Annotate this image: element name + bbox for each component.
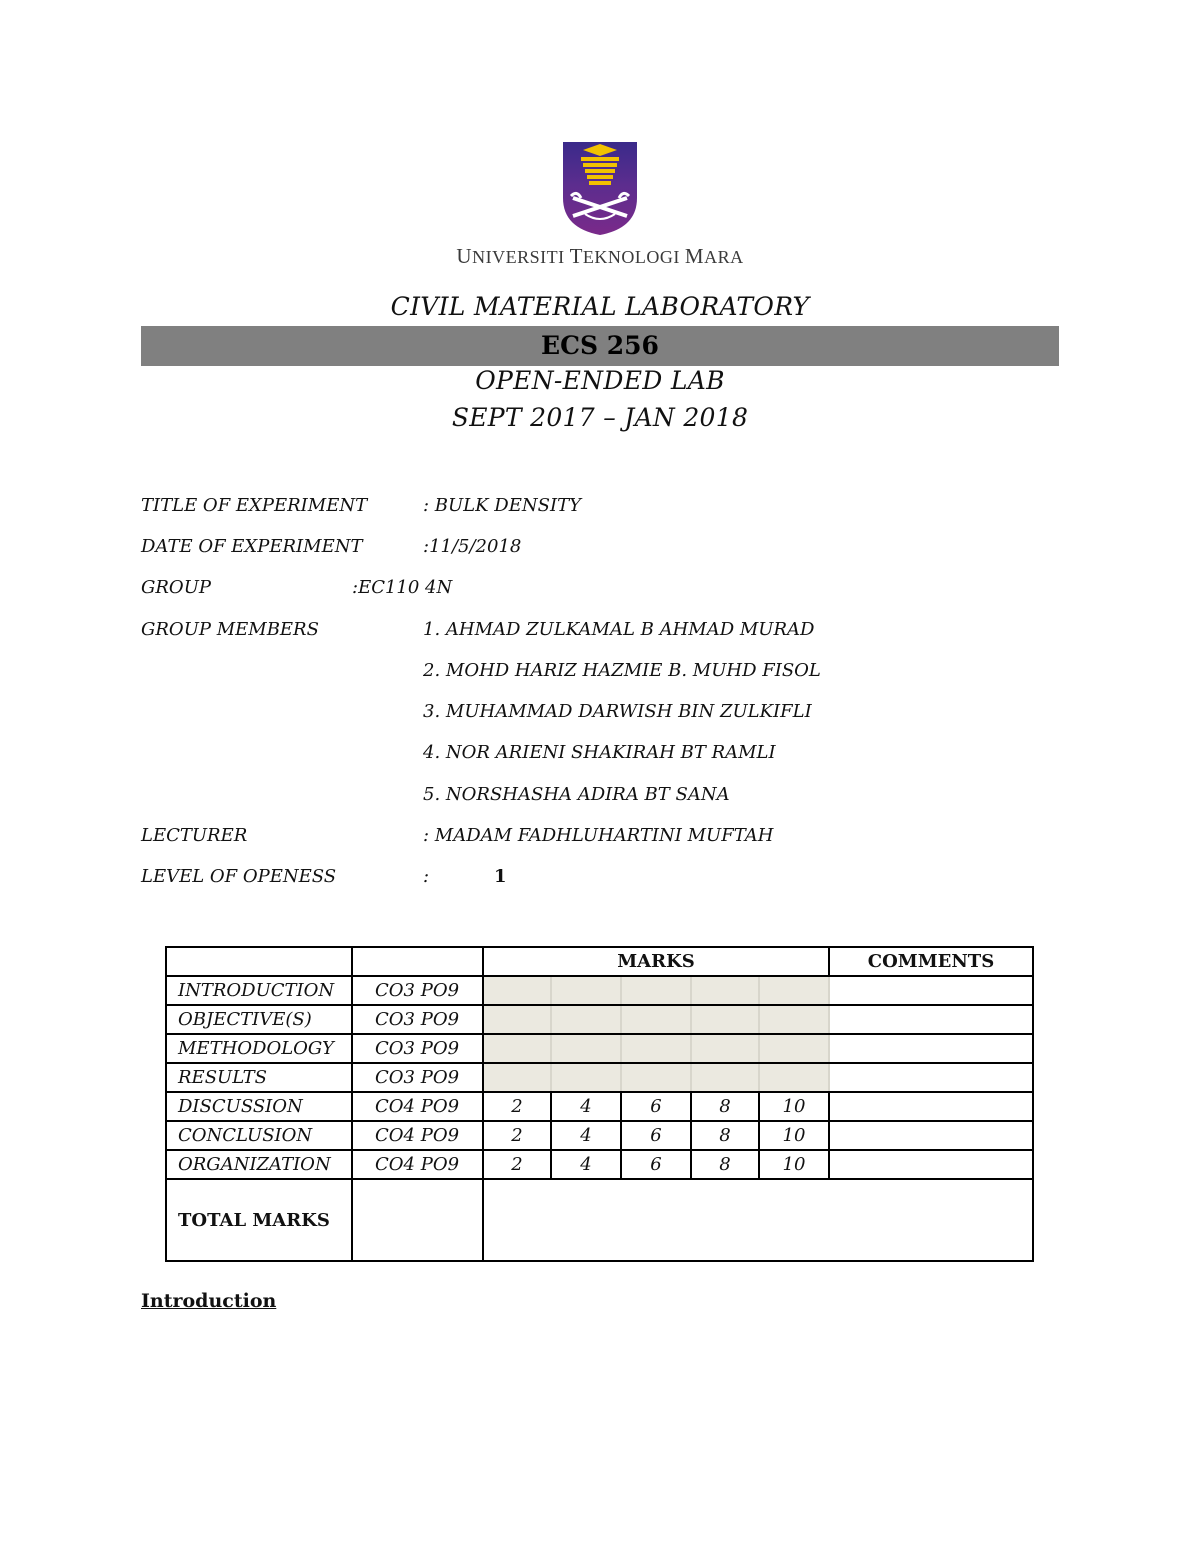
co-cell: CO3 PO9 xyxy=(352,976,483,1005)
comment-cell xyxy=(829,976,1033,1005)
table-row xyxy=(166,1092,1033,1121)
comments-header: COMMENTS xyxy=(829,947,1033,976)
table-row xyxy=(166,1063,1033,1092)
member-item: 4. NOR ARIENI SHAKIRAH BT RAMLI xyxy=(423,742,776,763)
score-cell xyxy=(691,1005,759,1034)
comment-cell xyxy=(829,1092,1033,1121)
co-cell: CO3 PO9 xyxy=(352,1034,483,1063)
openess-label: LEVEL OF OPENESS xyxy=(141,866,337,887)
co-cell: CO3 PO9 xyxy=(352,1005,483,1034)
openess-value: 1 xyxy=(494,866,507,887)
members-label: GROUP MEMBERS xyxy=(141,619,319,640)
score-cell: 4 xyxy=(551,1121,621,1150)
group-label: GROUP xyxy=(141,577,211,598)
course-code-bar: ECS 256 xyxy=(141,326,1059,366)
openess-colon: : xyxy=(423,866,430,887)
score-cell xyxy=(691,976,759,1005)
title-label: TITLE OF EXPERIMENT xyxy=(141,495,368,516)
score-cell: 6 xyxy=(621,1092,691,1121)
total-row xyxy=(166,1179,1033,1261)
total-remarks-cell xyxy=(483,1179,1033,1261)
co-cell: CO4 PO9 xyxy=(352,1121,483,1150)
score-cell xyxy=(759,1005,829,1034)
member-item: 2. MOHD HARIZ HAZMIE B. MUHD FISOL xyxy=(423,660,821,681)
marks-header: MARKS xyxy=(483,947,829,976)
score-cell xyxy=(621,976,691,1005)
table-row xyxy=(166,1005,1033,1034)
score-cell xyxy=(759,1063,829,1092)
score-cell: 6 xyxy=(621,1150,691,1179)
category-cell: RESULTS xyxy=(166,1063,352,1092)
total-marks-value xyxy=(352,1179,483,1261)
lecturer-label: LECTURER xyxy=(141,825,248,846)
university-logo xyxy=(561,140,639,236)
category-cell: OBJECTIVE(S) xyxy=(166,1005,352,1034)
total-marks-label: TOTAL MARKS xyxy=(166,1179,352,1261)
score-cell xyxy=(621,1005,691,1034)
score-cell: 2 xyxy=(483,1092,551,1121)
category-cell: INTRODUCTION xyxy=(166,976,352,1005)
university-name: UNIVERSITI TEKNOLOGI MARA xyxy=(456,244,744,268)
header-blank-cell xyxy=(352,947,483,976)
course-title: CIVIL MATERIAL LABORATORY xyxy=(390,292,810,321)
comment-cell xyxy=(829,1034,1033,1063)
group-value: :EC110 4N xyxy=(352,577,453,598)
session: SEPT 2017 – JAN 2018 xyxy=(451,403,749,432)
table-row xyxy=(166,1150,1033,1179)
score-cell: 4 xyxy=(551,1150,621,1179)
table-row xyxy=(166,1034,1033,1063)
score-cell xyxy=(621,1034,691,1063)
score-cell: 6 xyxy=(621,1121,691,1150)
score-cell xyxy=(551,1005,621,1034)
score-cell xyxy=(551,1063,621,1092)
lecturer-value: : MADAM FADHLUHARTINI MUFTAH xyxy=(423,825,774,846)
co-cell: CO4 PO9 xyxy=(352,1150,483,1179)
score-cell xyxy=(621,1063,691,1092)
score-cell: 10 xyxy=(759,1150,829,1179)
co-cell: CO4 PO9 xyxy=(352,1092,483,1121)
score-cell: 2 xyxy=(483,1121,551,1150)
score-cell xyxy=(551,976,621,1005)
category-cell: DISCUSSION xyxy=(166,1092,352,1121)
category-cell: METHODOLOGY xyxy=(166,1034,352,1063)
co-cell: CO3 PO9 xyxy=(352,1063,483,1092)
comment-cell xyxy=(829,1063,1033,1092)
comment-cell xyxy=(829,1005,1033,1034)
table-row xyxy=(166,1121,1033,1150)
score-cell xyxy=(483,1063,551,1092)
score-cell xyxy=(483,1005,551,1034)
score-cell: 2 xyxy=(483,1150,551,1179)
score-cell xyxy=(691,1063,759,1092)
marks-table xyxy=(165,946,1034,1262)
score-cell: 4 xyxy=(551,1092,621,1121)
table-header-row xyxy=(166,947,1033,976)
date-value: :11/5/2018 xyxy=(423,536,522,557)
score-cell xyxy=(483,976,551,1005)
member-item: 5. NORSHASHA ADIRA BT SANA xyxy=(423,784,730,805)
header-blank-cell xyxy=(166,947,352,976)
section-heading: Introduction xyxy=(141,1290,277,1312)
score-cell xyxy=(759,976,829,1005)
comment-cell xyxy=(829,1150,1033,1179)
comment-cell xyxy=(829,1121,1033,1150)
category-cell: CONCLUSION xyxy=(166,1121,352,1150)
score-cell: 10 xyxy=(759,1092,829,1121)
score-cell: 8 xyxy=(691,1121,759,1150)
score-cell xyxy=(759,1034,829,1063)
date-label: DATE OF EXPERIMENT xyxy=(141,536,363,557)
member-item: 3. MUHAMMAD DARWISH BIN ZULKIFLI xyxy=(423,701,812,722)
lab-type: OPEN-ENDED LAB xyxy=(475,366,725,395)
member-item: 1. AHMAD ZULKAMAL B AHMAD MURAD xyxy=(423,619,815,640)
title-value: : BULK DENSITY xyxy=(423,495,581,516)
score-cell xyxy=(691,1034,759,1063)
score-cell xyxy=(483,1034,551,1063)
score-cell xyxy=(551,1034,621,1063)
score-cell: 8 xyxy=(691,1092,759,1121)
score-cell: 10 xyxy=(759,1121,829,1150)
score-cell: 8 xyxy=(691,1150,759,1179)
category-cell: ORGANIZATION xyxy=(166,1150,352,1179)
table-row xyxy=(166,976,1033,1005)
